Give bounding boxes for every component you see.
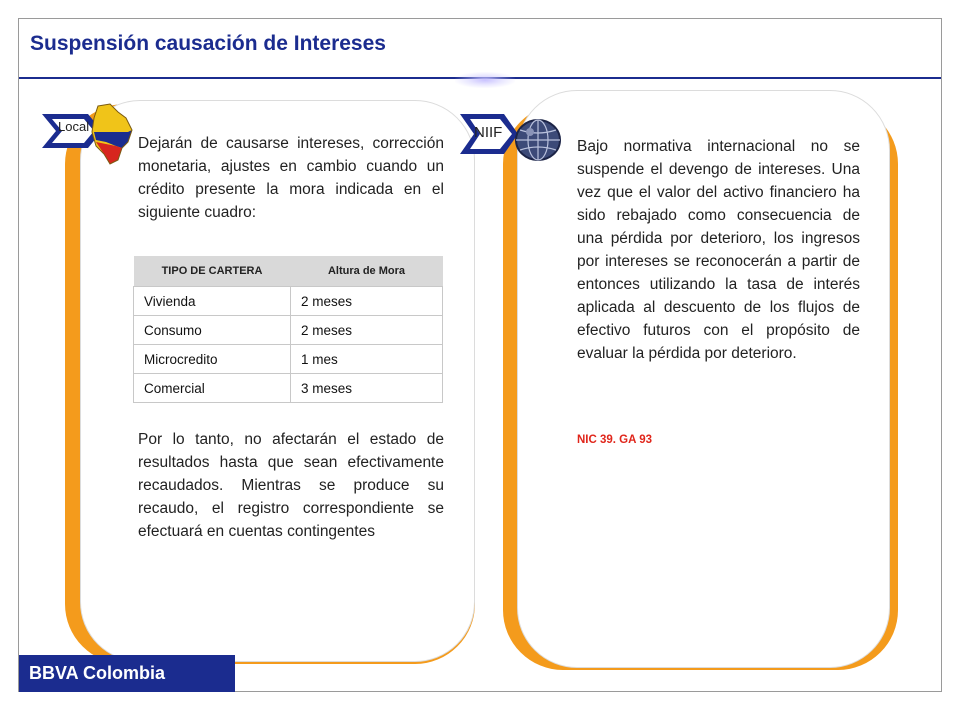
table-cell: 3 meses: [291, 374, 443, 403]
table-row: [134, 345, 443, 374]
niif-badge-label: NIIF: [474, 124, 503, 141]
table-header-row: [134, 256, 443, 287]
globe-icon: [512, 116, 564, 164]
table-cell: Comercial: [134, 374, 291, 403]
mora-table: [133, 256, 443, 403]
reference-note: NIC 39. GA 93: [577, 434, 652, 446]
colombia-map-icon: [88, 102, 136, 166]
slide-title: Suspensión causación de Intereses: [30, 32, 386, 55]
right-body-text: Bajo normativa internacional no se suspende el devengo de intereses. Una vez que el valor del activo financiero ha sido rebajado como consecuencia de una pérdida por deterioro, los ingresos por intereses se reconocerán a partir de entonces utilizando la tasa de interés aplicada al descuento de los flujos de efectivo futuros con el propósito de evaluar la pérdida por deterioro.: [577, 138, 860, 362]
table-row: [134, 374, 443, 403]
table-cell: 1 mes: [291, 345, 443, 374]
table-cell: Microcredito: [134, 345, 291, 374]
table-cell: Consumo: [134, 316, 291, 345]
table-row: [134, 316, 443, 345]
local-badge-label: Local: [58, 119, 90, 134]
left-intro-text: Dejarán de causarse intereses, corrección monetaria, ajustes en cambio cuando un crédito presente la mora indicada en el siguiente cuadro:: [138, 135, 444, 221]
table-cell: 2 meses: [291, 316, 443, 345]
footer-brand: BBVA Colombia: [19, 655, 235, 692]
left-conclusion-text: Por lo tanto, no afectarán el estado de resultados hasta que sean efectivamente recaudados. Mientras se produce su recaudo, el registro correspondiente se efectuará en cuentas contingentes: [138, 431, 444, 540]
table-header-cell: Altura de Mora: [291, 256, 443, 287]
decorative-glow: [455, 72, 515, 88]
table-header-cell: TIPO DE CARTERA: [134, 256, 291, 287]
table-row: [134, 287, 443, 316]
table-cell: 2 meses: [291, 287, 443, 316]
table-cell: Vivienda: [134, 287, 291, 316]
